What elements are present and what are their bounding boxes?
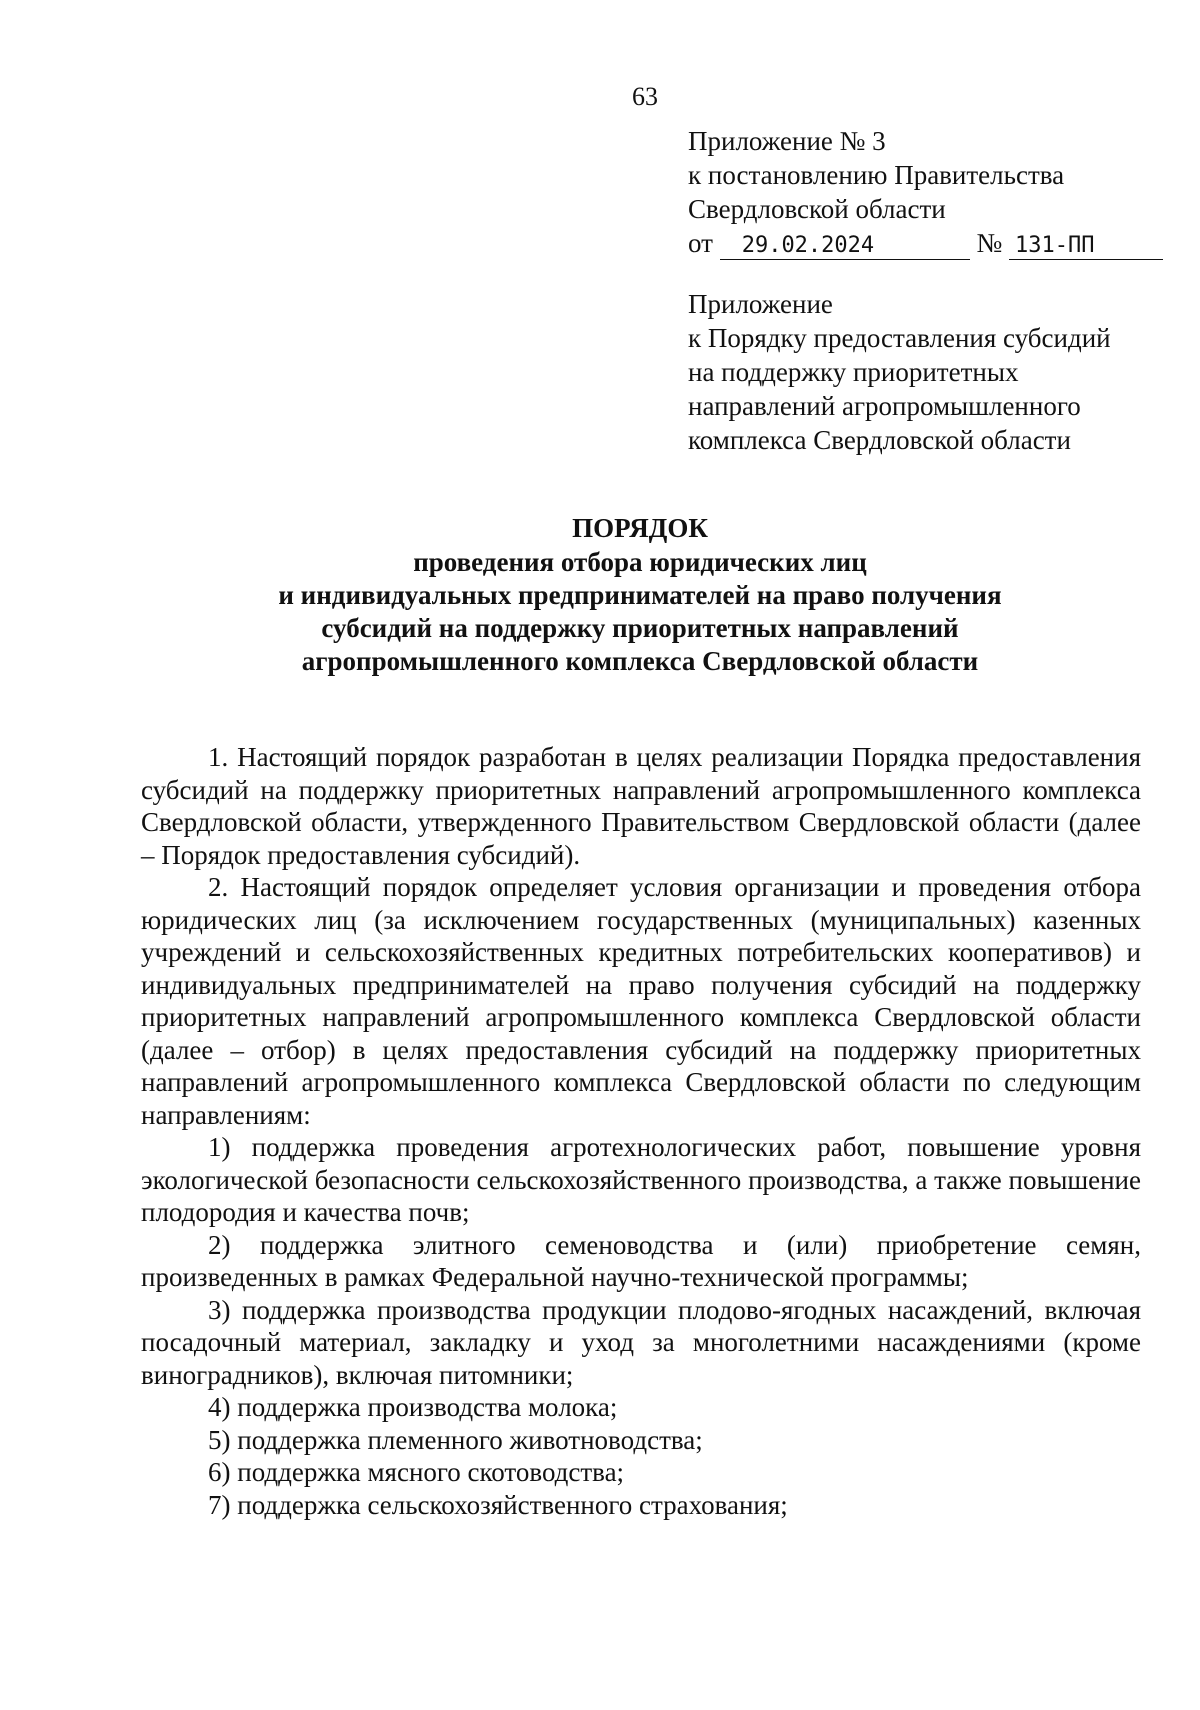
number-value: 131-ПП xyxy=(1009,233,1163,260)
list-item-5: 5) поддержка племенного животноводства; xyxy=(208,1424,703,1455)
document-title xyxy=(140,512,1140,678)
title-line-4: агропромышленного комплекса Свердловской области xyxy=(301,646,979,676)
page-number: 63 xyxy=(632,82,658,111)
list-item-7: 7) поддержка сельскохозяйственного страхования; xyxy=(208,1489,788,1520)
list-item-2: 2) поддержка элитного семеноводства и (или) приобретение семян, произведенных в рамках Федеральной научно-технической программы; xyxy=(141,1229,1141,1292)
number-prefix: № xyxy=(976,228,1003,258)
document-body xyxy=(141,741,1141,1521)
list-item-3: 3) поддержка производства продукции плодово-ягодных насаждений, включая посадочный материал, закладку и уход за многолетними насаждениями (кроме виноградников), включая питомники; xyxy=(141,1294,1141,1390)
paragraph-1: 1. Настоящий порядок разработан в целях реализации Порядка предоставления субсидий на поддержку приоритетных направлений агропромышленного комплекса Свердловской области, утвержденного Правительством Свердловской области (далее – Порядок предоставления субсидий). xyxy=(141,742,1141,870)
appendix-1-line-3: Свердловской области xyxy=(688,194,946,224)
title-line-2: и индивидуальных предпринимателей на право получения xyxy=(278,580,1002,610)
title-line-3: субсидий на поддержку приоритетных направлений xyxy=(321,613,959,643)
appendix-1-line-1: Приложение № 3 xyxy=(688,126,886,156)
appendix-2-line-3: на поддержку приоритетных xyxy=(688,357,1019,387)
title-line-1: проведения отбора юридических лиц xyxy=(413,547,867,577)
appendix-1-line-2: к постановлению Правительства xyxy=(688,160,1065,190)
appendix-2-line-1: Приложение xyxy=(688,289,833,319)
list-item-4: 4) поддержка производства молока; xyxy=(208,1392,618,1422)
list-item-6: 6) поддержка мясного скотоводства; xyxy=(208,1457,625,1487)
date-prefix: от xyxy=(688,228,713,258)
appendix-2-line-4: направлений агропромышленного xyxy=(688,391,1081,421)
appendix-1-date-line xyxy=(688,226,1163,260)
title-main: ПОРЯДОК xyxy=(572,513,708,543)
list-item-1: 1) поддержка проведения агротехнологических работ, повышение уровня экологической безопасности сельскохозяйственного производства, а также повышение плодородия и качества почв; xyxy=(141,1132,1141,1227)
appendix-header-2 xyxy=(688,287,1111,457)
date-value: 29.02.2024 xyxy=(720,233,970,260)
paragraph-2: 2. Настоящий порядок определяет условия организации и проведения отбора юридических лиц (за исключением государственных (муниципальных) казенных учреждений и сельскохозяйственных кредитных потребительских кооперативов) и индивидуальных предпринимателей на право получения субсидий на поддержку приоритетных направлений агропромышленного комплекса Свердловской области (далее – отбор) в целях предоставления субсидий на поддержку приоритетных направлений агропромышленного комплекса Свердловской области по следующим направлениям: xyxy=(141,872,1141,1130)
appendix-2-line-2: к Порядку предоставления субсидий xyxy=(688,323,1111,353)
appendix-header-1 xyxy=(688,124,1163,260)
appendix-2-line-5: комплекса Свердловской области xyxy=(688,425,1071,455)
